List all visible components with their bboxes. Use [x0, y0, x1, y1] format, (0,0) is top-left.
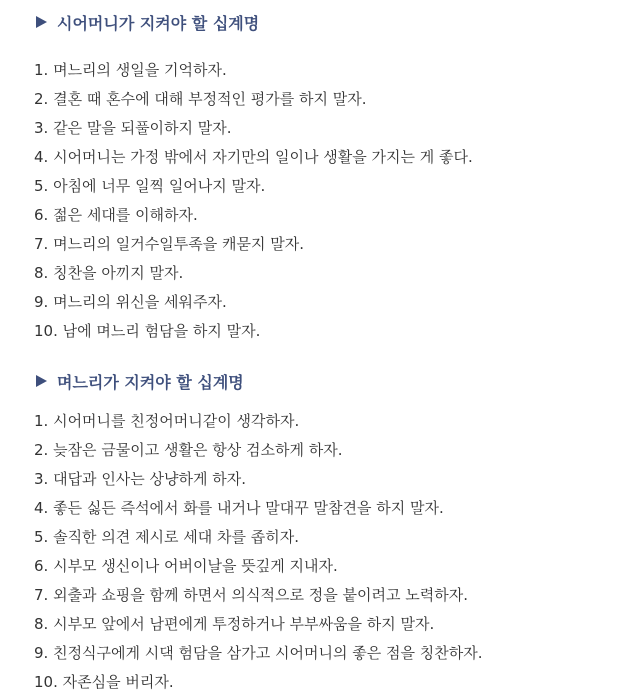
list-item: 2. 결혼 때 혼수에 대해 부정적인 평가를 하지 말자.: [34, 90, 367, 108]
list-item: 6. 젊은 세대를 이해하자.: [34, 206, 198, 224]
list-item: 4. 좋든 싫든 즉석에서 화를 내거나 말대꾸 말참견을 하지 말자.: [34, 499, 444, 517]
list-item: 10. 남에 며느리 험담을 하지 말자.: [34, 322, 261, 340]
list-item: 10. 자존심을 버리자.: [34, 673, 174, 691]
commandment-list: [34, 407, 482, 697]
list-item: 8. 칭찬을 아끼지 말자.: [34, 264, 184, 282]
commandment-list: [34, 56, 473, 346]
section-daughter-in-law: [0, 359, 635, 691]
list-item: 8. 시부모 앞에서 남편에게 투정하거나 부부싸움을 하지 말자.: [34, 615, 435, 633]
list-item: 9. 친정식구에게 시댁 험담을 삼가고 시어머니의 좋은 점을 칭찬하자.: [34, 644, 483, 662]
list-item: 3. 같은 말을 되풀이하지 말자.: [34, 119, 232, 137]
list-item: 1. 시어머니를 친정어머니같이 생각하자.: [34, 412, 300, 430]
list-item: 4. 시어머니는 가정 밖에서 자기만의 일이나 생활을 가지는 게 좋다.: [34, 148, 473, 166]
section-title: 며느리가 지켜야 할 십계명: [57, 372, 244, 392]
list-item: 6. 시부모 생신이나 어버이날을 뜻깊게 지내자.: [34, 557, 338, 575]
triangle-right-icon: [36, 375, 47, 387]
section-mother-in-law: [0, 0, 635, 340]
list-item: 7. 며느리의 일거수일투족을 캐묻지 말자.: [34, 235, 304, 253]
list-item: 1. 며느리의 생일을 기억하자.: [34, 61, 227, 79]
list-item: 7. 외출과 쇼핑을 함께 하면서 의식적으로 정을 붙이려고 노력하자.: [34, 586, 468, 604]
section-heading: [0, 359, 635, 403]
section-title: 시어머니가 지켜야 할 십계명: [57, 13, 260, 33]
list-item: 5. 솔직한 의견 제시로 세대 차를 좁히자.: [34, 528, 300, 546]
section-heading: [0, 0, 635, 44]
triangle-right-icon: [36, 16, 47, 28]
list-item: 5. 아침에 너무 일찍 일어나지 말자.: [34, 177, 266, 195]
list-item: 3. 대답과 인사는 상냥하게 하자.: [34, 470, 247, 488]
list-item: 9. 며느리의 위신을 세워주자.: [34, 293, 227, 311]
list-item: 2. 늦잠은 금물이고 생활은 항상 검소하게 하자.: [34, 441, 343, 459]
